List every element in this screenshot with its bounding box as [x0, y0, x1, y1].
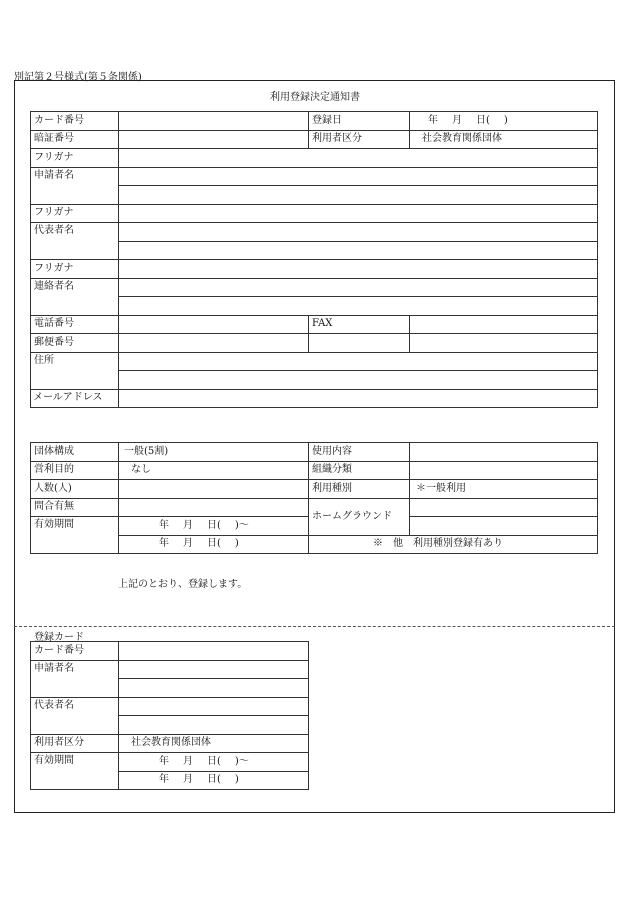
registration-date-label: 登録日	[309, 112, 410, 131]
phone-value	[119, 315, 309, 334]
people-label: 人数(人)	[31, 480, 119, 499]
card-card-number-label: カード番号	[31, 642, 119, 661]
home-ground-line-2	[410, 517, 598, 536]
profit-value: なし	[119, 461, 309, 480]
notice-text: 上記のとおり、登録します。	[118, 579, 248, 590]
applicant-furigana-label: フリガナ	[31, 149, 119, 168]
representative-furigana-label: フリガナ	[31, 204, 119, 223]
address-label: 住所	[31, 352, 119, 389]
card-validity-end: 年 月 日( )	[119, 771, 309, 790]
profit-label: 営利目的	[31, 461, 119, 480]
postal-label: 郵便番号	[31, 334, 119, 353]
fax-label: FAX	[309, 315, 410, 334]
applicant-line-1	[119, 167, 598, 186]
validity-end: 年 月 日( )	[119, 535, 309, 554]
representative-label: 代表者名	[31, 223, 119, 260]
card-representative-label: 代表者名	[31, 697, 119, 734]
pin-label: 暗証番号	[31, 130, 119, 149]
registration-table	[30, 111, 598, 408]
card-applicant-line-1	[119, 660, 309, 679]
fax-value	[410, 315, 598, 334]
combined-value	[119, 498, 309, 517]
email-value	[119, 389, 598, 408]
usage-label: 使用内容	[309, 443, 410, 462]
combined-label: 問合有無	[31, 498, 119, 517]
document-title: 利用登録決定通知書	[270, 92, 360, 103]
card-representative-line-1	[119, 697, 309, 716]
cut-line	[14, 626, 615, 627]
phone-label: 電話番号	[31, 315, 119, 334]
people-value	[119, 480, 309, 499]
home-ground-line-1	[410, 498, 598, 517]
user-category-label: 利用者区分	[309, 130, 410, 149]
usage-value	[410, 443, 598, 462]
applicant-line-2	[119, 186, 598, 205]
pin-value	[119, 130, 309, 149]
postal-value	[119, 334, 309, 353]
contact-furigana-value	[119, 260, 598, 279]
org-class-label: 組織分類	[309, 461, 410, 480]
address-line-2	[119, 371, 598, 390]
validity-start: 年 月 日( )～	[119, 517, 309, 536]
usage-type-value: ＊一般利用	[410, 480, 598, 499]
contact-furigana-label: フリガナ	[31, 260, 119, 279]
card-card-number-value	[119, 642, 309, 661]
validity-label: 有効期間	[31, 517, 119, 554]
user-category-value: 社会教育関係団体	[410, 130, 598, 149]
applicant-label: 申請者名	[31, 167, 119, 204]
group-info-table	[30, 442, 598, 554]
contact-line-2	[119, 297, 598, 316]
applicant-furigana-value	[119, 149, 598, 168]
card-user-category-label: 利用者区分	[31, 734, 119, 753]
usage-type-label: 利用種別	[309, 480, 410, 499]
address-line-1	[119, 352, 598, 371]
card-section-label: 登録カード	[34, 632, 84, 643]
registration-card-table	[30, 641, 309, 790]
representative-furigana-value	[119, 204, 598, 223]
representative-line-2	[119, 241, 598, 260]
registration-date-value: 年 月 日( )	[410, 112, 598, 131]
form-number: 別記第２号様式(第５条関係)	[14, 72, 142, 83]
card-user-category-value: 社会教育関係団体	[119, 734, 309, 753]
group-composition-label: 団体構成	[31, 443, 119, 462]
contact-line-1	[119, 278, 598, 297]
representative-line-1	[119, 223, 598, 242]
card-applicant-line-2	[119, 679, 309, 698]
contact-label: 連絡者名	[31, 278, 119, 315]
email-label: メールアドレス	[31, 389, 119, 408]
home-ground-label: ホームグラウンド	[309, 498, 410, 535]
card-validity-start: 年 月 日( )～	[119, 753, 309, 772]
postal-blank-2	[410, 334, 598, 353]
org-class-value	[410, 461, 598, 480]
card-representative-line-2	[119, 716, 309, 735]
card-validity-label: 有効期間	[31, 753, 119, 790]
postal-blank-1	[309, 334, 410, 353]
other-usage-note: ※ 他 利用種別登録有あり	[309, 535, 598, 554]
card-number-value	[119, 112, 309, 131]
card-applicant-label: 申請者名	[31, 660, 119, 697]
group-composition-value: 一般(5割)	[119, 443, 309, 462]
card-number-label: カード番号	[31, 112, 119, 131]
